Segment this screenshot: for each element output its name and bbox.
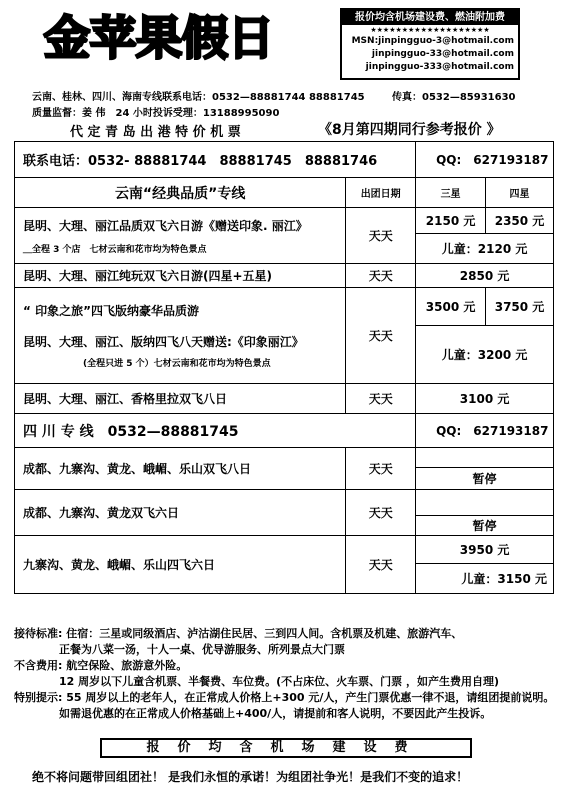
yunnan-phone: 联系电话：0532- 88881744 88881745 88881746 <box>15 142 416 178</box>
price-3star: 2150 元 <box>416 208 486 234</box>
fax-line: 传真：0532—85931630 <box>392 92 516 103</box>
notice-stars: ★★★★★★★★★★★★★★★★★★★ <box>370 26 490 34</box>
price-child: 儿童：2120 元 <box>416 234 554 264</box>
price: 3950 元 <box>416 536 554 564</box>
route-date: 天天 <box>346 208 416 264</box>
msn-line-2: jinpingguo-33@hotmail.com <box>371 49 514 59</box>
price: 3100 元 <box>416 384 554 414</box>
route-date: 天天 <box>346 448 416 490</box>
route-date: 天天 <box>346 264 416 288</box>
price-notice-box: 报价均含机场建设费 <box>100 738 472 758</box>
yunnan-header: 云南“经典品质”专线 <box>15 178 346 208</box>
route-date: 天天 <box>346 288 416 384</box>
price-child: 儿童：3150 元 <box>416 564 554 594</box>
route-note: (全程只进 5 个）七材云南和花市均为特色景点 <box>83 359 271 369</box>
table-row <box>15 208 346 264</box>
price-4star: 2350 元 <box>486 208 554 234</box>
notice-box <box>340 8 520 80</box>
slogan: 代 定 青 岛 出 港 特 价 机 票 <box>70 125 241 140</box>
standard-text: 住宿：三星或同级酒店、泸沽湖住民居、三到四人间。含机票及机建、旅游汽车、 <box>66 627 463 640</box>
price-child: 儿童：3200 元 <box>416 326 554 384</box>
notice-title: 报价均含机场建设费、燃油附加费 <box>342 10 518 25</box>
route-name: 九寨沟、黄龙、峨嵋、乐山四飞六日 <box>15 536 346 594</box>
route-date: 天天 <box>346 384 416 414</box>
route-name: “ 印象之旅”四飞版纳豪华品质游 <box>23 304 199 318</box>
sichuan-header: 四 川 专 线 0532—88881745 <box>15 414 416 448</box>
route-name: 昆明、大理、丽江纯玩双飞六日游(四星+五星) <box>15 264 346 288</box>
route-name: 昆明、大理、丽江、香格里拉双飞八日 <box>15 384 346 414</box>
msn-line-3: jinpingguo-333@hotmail.com <box>365 62 514 72</box>
price-4star: 3750 元 <box>486 288 554 326</box>
standard-text-2: 正餐为八菜一汤，十人一桌、优导游服务、所列景点大门票 <box>59 643 345 656</box>
sichuan-qq: QQ: 627193187 <box>416 414 554 448</box>
terms <box>14 626 559 722</box>
logo <box>40 8 300 70</box>
col-4star: 四星 <box>486 178 554 208</box>
tip-text-1: 55 周岁以上的老年人，在正常成人价格上+300 元/人，产生门票优惠一律不退，请组团提前说明。 <box>66 691 555 704</box>
excl-label: 不含费用: <box>14 659 63 672</box>
price-table <box>14 141 554 594</box>
tip-label: 特别提示: <box>14 691 63 704</box>
tip-text-2: 如需退优惠的在正常成人价格基础上+400/人，请提前和客人说明，不要因此产生投诉。 <box>59 707 492 720</box>
col-date: 出团日期 <box>346 178 416 208</box>
child-note: 12 周岁以下儿童含机票、半餐费、车位费。(不占床位、火车票、门票 ，如产生费用自理) <box>59 675 500 688</box>
logo-text: 金苹果假日 <box>44 11 274 65</box>
col-3star: 三星 <box>416 178 486 208</box>
excl-text: 航空保险、旅游意外险。 <box>66 659 188 672</box>
route-name-2: 昆明、大理、丽江、版纳四飞八天赠送:《印象丽江》 <box>23 335 304 349</box>
period-title: 《8月第四期同行参考报价 》 <box>318 122 501 138</box>
route-note: ＿全程 3 个店 七材云南和花市均为特色景点 <box>23 244 207 255</box>
contact-line-1: 云南、桂林、四川、海南专线联系电话：0532—88881744 88881745 <box>32 92 365 103</box>
yunnan-qq: QQ: 627193187 <box>416 142 554 178</box>
route-name: 成都、九寨沟、黄龙双飞六日 <box>15 490 346 536</box>
price-3star: 3500 元 <box>416 288 486 326</box>
route-status: 暂停 <box>416 516 554 536</box>
standard-label: 接待标准: <box>14 627 63 640</box>
msn-line-1: MSN:jinpingguo-3@hotmail.com <box>351 36 514 46</box>
table-row <box>15 288 346 384</box>
contact-line-2: 质量监督：姜 伟 24 小时投诉受理：13188995090 <box>32 108 280 119</box>
route-date: 天天 <box>346 490 416 536</box>
bottom-slogan: 绝不将问题带回组团社！ 是我们永恒的承诺！为组团社争光！是我们不变的追求！ <box>32 770 469 784</box>
route-name: 昆明、大理、丽江品质双飞六日游《赠送印象. 丽江》 <box>23 218 308 233</box>
route-name: 成都、九寨沟、黄龙、峨嵋、乐山双飞八日 <box>15 448 346 490</box>
route-status: 暂停 <box>416 468 554 490</box>
route-date: 天天 <box>346 536 416 594</box>
price: 2850 元 <box>416 264 554 288</box>
